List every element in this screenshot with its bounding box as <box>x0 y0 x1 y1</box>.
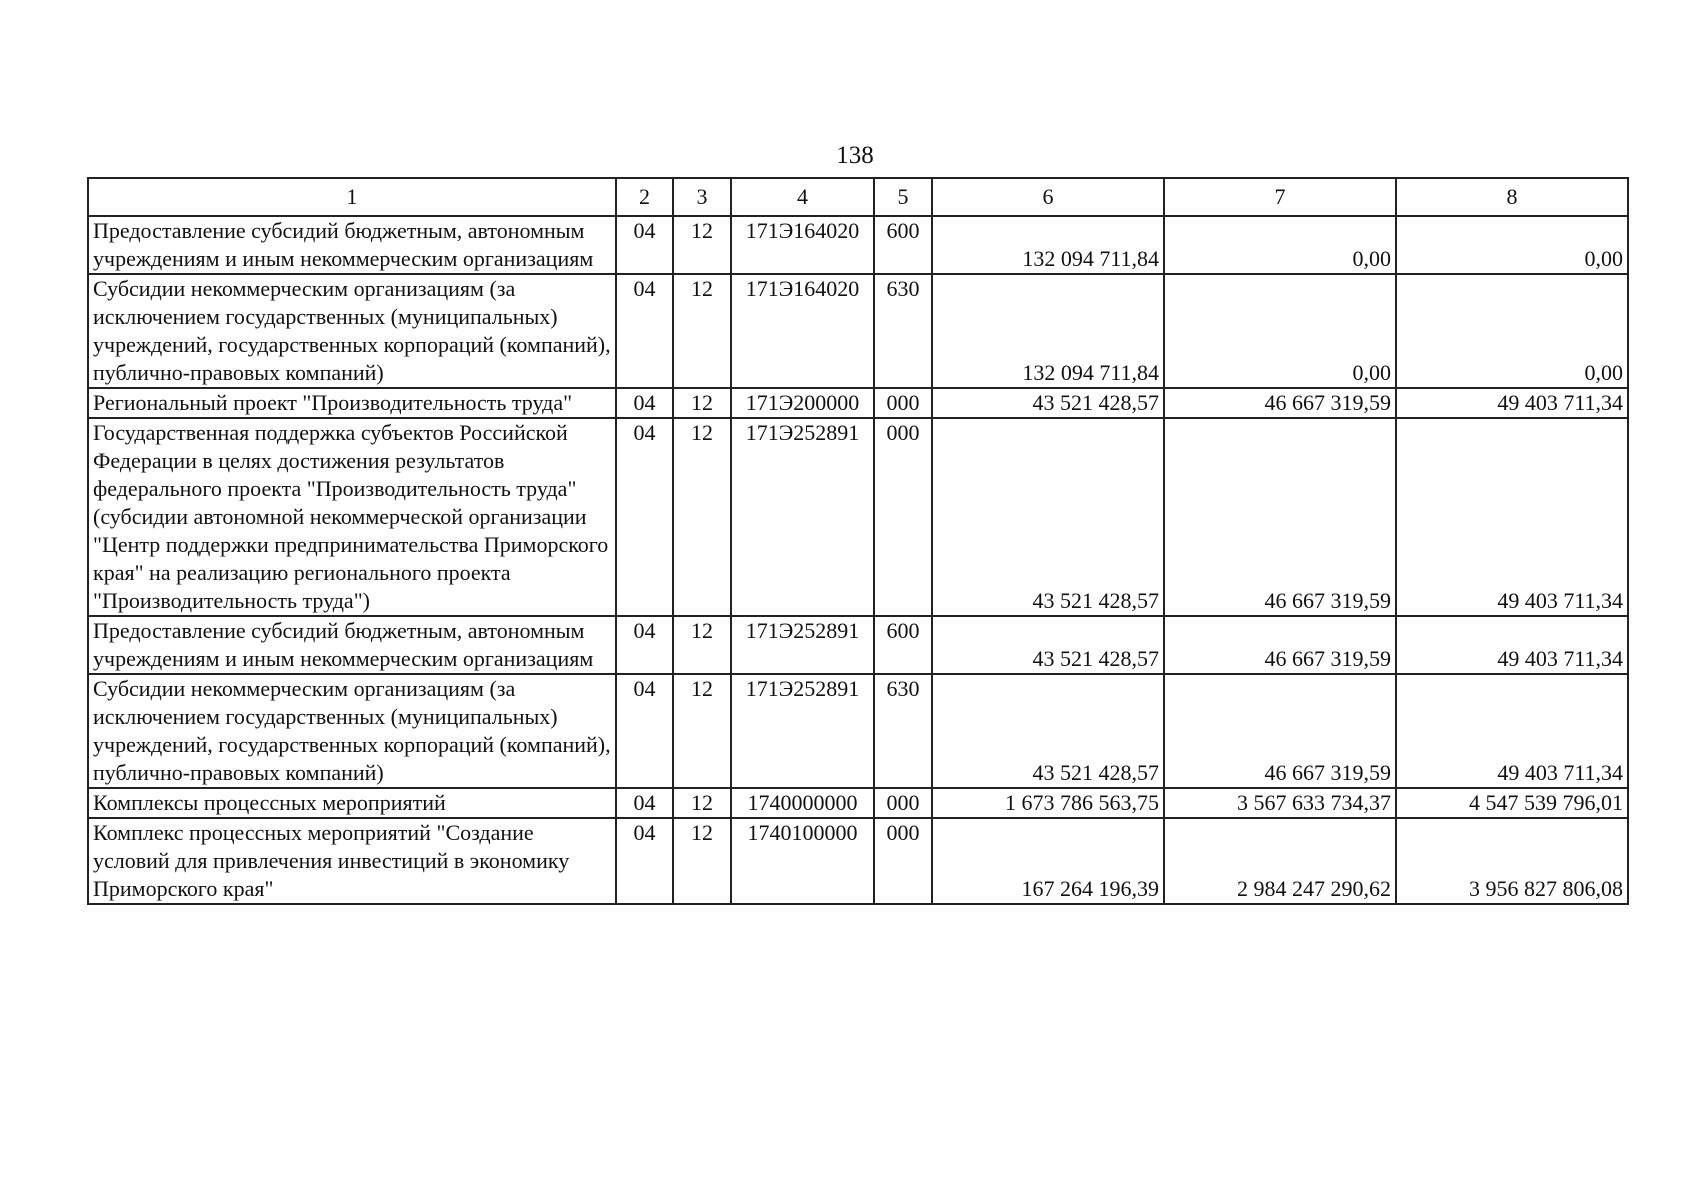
header-cell: 7 <box>1164 178 1396 216</box>
amount-col8: 0,00 <box>1396 216 1628 274</box>
table-row <box>88 274 1628 388</box>
item-name: Предоставление субсидий бюджетным, автономным учреждениям и иным некоммерческим организациям <box>88 616 616 674</box>
section-code: 04 <box>616 674 673 788</box>
target-article-code: 171Э252891 <box>731 616 874 674</box>
amount-col6: 43 521 428,57 <box>932 388 1164 418</box>
header-cell: 6 <box>932 178 1164 216</box>
target-article-code: 171Э164020 <box>731 274 874 388</box>
amount-col8: 4 547 539 796,01 <box>1396 788 1628 818</box>
section-code: 04 <box>616 388 673 418</box>
amount-col8: 49 403 711,34 <box>1396 388 1628 418</box>
amount-col8: 49 403 711,34 <box>1396 674 1628 788</box>
table-row <box>88 216 1628 274</box>
expense-type-code: 600 <box>874 216 932 274</box>
amount-col6: 43 521 428,57 <box>932 616 1164 674</box>
subsection-code: 12 <box>673 616 731 674</box>
target-article-code: 171Э200000 <box>731 388 874 418</box>
amount-col6: 132 094 711,84 <box>932 216 1164 274</box>
subsection-code: 12 <box>673 388 731 418</box>
table-row <box>88 818 1628 904</box>
expense-type-code: 000 <box>874 418 932 616</box>
expense-type-code: 000 <box>874 818 932 904</box>
item-name: Региональный проект "Производительность труда" <box>88 388 616 418</box>
section-code: 04 <box>616 788 673 818</box>
header-cell: 1 <box>88 178 616 216</box>
table-row <box>88 788 1628 818</box>
table-row <box>88 418 1628 616</box>
amount-col8: 49 403 711,34 <box>1396 616 1628 674</box>
amount-col6: 167 264 196,39 <box>932 818 1164 904</box>
target-article-code: 1740100000 <box>731 818 874 904</box>
target-article-code: 171Э252891 <box>731 674 874 788</box>
header-cell: 4 <box>731 178 874 216</box>
item-name: Субсидии некоммерческим организациям (за исключением государственных (муниципальных) учреждений, государственных корпораций (компаний), публично-правовых компаний) <box>88 674 616 788</box>
amount-col7: 2 984 247 290,62 <box>1164 818 1396 904</box>
amount-col7: 46 667 319,59 <box>1164 418 1396 616</box>
section-code: 04 <box>616 216 673 274</box>
subsection-code: 12 <box>673 418 731 616</box>
subsection-code: 12 <box>673 274 731 388</box>
target-article-code: 171Э164020 <box>731 216 874 274</box>
item-name: Государственная поддержка субъектов Российской Федерации в целях достижения результатов федерального проекта "Производительность труда" (субсидии автономной некоммерческой организации "Центр поддержки предпринимательства Приморского края" на реализацию регионального проекта "Производительность труда") <box>88 418 616 616</box>
section-code: 04 <box>616 616 673 674</box>
amount-col6: 43 521 428,57 <box>932 418 1164 616</box>
amount-col7: 0,00 <box>1164 274 1396 388</box>
subsection-code: 12 <box>673 216 731 274</box>
expense-type-code: 630 <box>874 674 932 788</box>
header-row <box>88 178 1628 216</box>
expense-type-code: 000 <box>874 388 932 418</box>
amount-col7: 46 667 319,59 <box>1164 674 1396 788</box>
header-cell: 8 <box>1396 178 1628 216</box>
table-row <box>88 616 1628 674</box>
item-name: Субсидии некоммерческим организациям (за исключением государственных (муниципальных) учреждений, государственных корпораций (компаний), публично-правовых компаний) <box>88 274 616 388</box>
header-cell: 2 <box>616 178 673 216</box>
amount-col8: 49 403 711,34 <box>1396 418 1628 616</box>
item-name: Комплекс процессных мероприятий "Создание условий для привлечения инвестиций в экономику Приморского края" <box>88 818 616 904</box>
amount-col7: 46 667 319,59 <box>1164 616 1396 674</box>
expense-type-code: 630 <box>874 274 932 388</box>
amount-col8: 0,00 <box>1396 274 1628 388</box>
header-cell: 3 <box>673 178 731 216</box>
target-article-code: 1740000000 <box>731 788 874 818</box>
expense-type-code: 000 <box>874 788 932 818</box>
amount-col7: 0,00 <box>1164 216 1396 274</box>
table-row <box>88 388 1628 418</box>
amount-col6: 132 094 711,84 <box>932 274 1164 388</box>
subsection-code: 12 <box>673 674 731 788</box>
item-name: Комплексы процессных мероприятий <box>88 788 616 818</box>
subsection-code: 12 <box>673 818 731 904</box>
header-cell: 5 <box>874 178 932 216</box>
table-row <box>88 674 1628 788</box>
budget-table <box>87 177 1629 905</box>
section-code: 04 <box>616 418 673 616</box>
subsection-code: 12 <box>673 788 731 818</box>
amount-col7: 46 667 319,59 <box>1164 388 1396 418</box>
section-code: 04 <box>616 274 673 388</box>
amount-col6: 1 673 786 563,75 <box>932 788 1164 818</box>
amount-col6: 43 521 428,57 <box>932 674 1164 788</box>
item-name: Предоставление субсидий бюджетным, автономным учреждениям и иным некоммерческим организациям <box>88 216 616 274</box>
section-code: 04 <box>616 818 673 904</box>
page-number: 138 <box>836 142 874 169</box>
target-article-code: 171Э252891 <box>731 418 874 616</box>
expense-type-code: 600 <box>874 616 932 674</box>
amount-col8: 3 956 827 806,08 <box>1396 818 1628 904</box>
amount-col7: 3 567 633 734,37 <box>1164 788 1396 818</box>
